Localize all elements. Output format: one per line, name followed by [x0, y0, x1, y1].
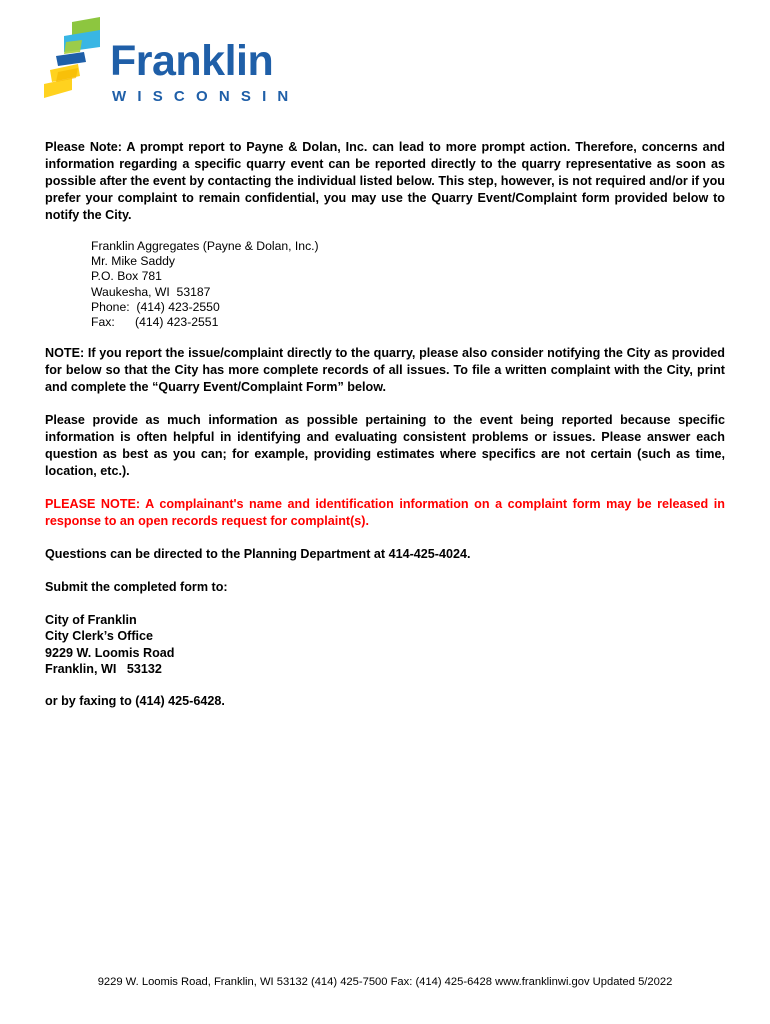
- logo-subword: WISCONSIN: [112, 88, 300, 105]
- mailing-line-2: City Clerk’s Office: [45, 629, 154, 644]
- contact-city: Waukesha, WI 53187: [91, 284, 211, 299]
- contact-po-box: P.O. Box 781: [91, 269, 162, 284]
- note-paragraph: NOTE: If you report the issue/complaint directly to the quarry, please also consider notifying the City as provided for below so that the City has more complete records of all issues. To file a written complaint with the City, print and complete the “Quarry Event/Complaint Form” below.: [45, 346, 725, 395]
- mailing-line-1: City of Franklin: [45, 613, 137, 628]
- records-warning: PLEASE NOTE: A complainant's name and identification information on a complaint form may be released in response to an open records request for complaint(s).: [45, 497, 725, 529]
- document-body: [45, 139, 725, 710]
- franklin-logo: [42, 14, 312, 110]
- contact-name: Mr. Mike Saddy: [91, 254, 175, 269]
- page-footer: 9229 W. Loomis Road, Franklin, WI 53132 (414) 425-7500 Fax: (414) 425-6428 www.franklinwi.gov Updated 5/2022: [97, 976, 673, 988]
- submit-line: Submit the completed form to:: [45, 580, 228, 595]
- provide-info-paragraph: Please provide as much information as possible pertaining to the event being reported because specific information is often helpful in identifying and evaluating consistent problems or issues. Please answer each question as best as you can; for example, providing estimates where specifics are not certain (such as time, location, etc.).: [45, 413, 725, 479]
- questions-line: Questions can be directed to the Planning Department at 414-425-4024.: [45, 547, 471, 562]
- contact-address: [91, 239, 725, 330]
- mailing-address: [45, 612, 725, 677]
- mailing-line-4: Franklin, WI 53132: [45, 661, 162, 676]
- logo-wordmark: Franklin: [110, 37, 274, 85]
- mailing-line-3: 9229 W. Loomis Road: [45, 645, 175, 660]
- contact-fax: Fax: (414) 423-2551: [91, 315, 219, 330]
- contact-company: Franklin Aggregates (Payne & Dolan, Inc.): [91, 239, 319, 253]
- flag-icon: [42, 14, 112, 104]
- intro-paragraph: Please Note: A prompt report to Payne & Dolan, Inc. can lead to more prompt action. Therefore, concerns and information regarding a specific quarry event can be reported directly to the quarry representative as soon as possible after the event by contacting the individual listed below. This step, however, is not required and/or if you prefer your complaint to remain confidential, you may use the Quarry Event/Complaint form provided below to notify the City.: [45, 140, 725, 222]
- contact-phone: Phone: (414) 423-2550: [91, 299, 220, 314]
- fax-line: or by faxing to (414) 425-6428.: [45, 694, 225, 709]
